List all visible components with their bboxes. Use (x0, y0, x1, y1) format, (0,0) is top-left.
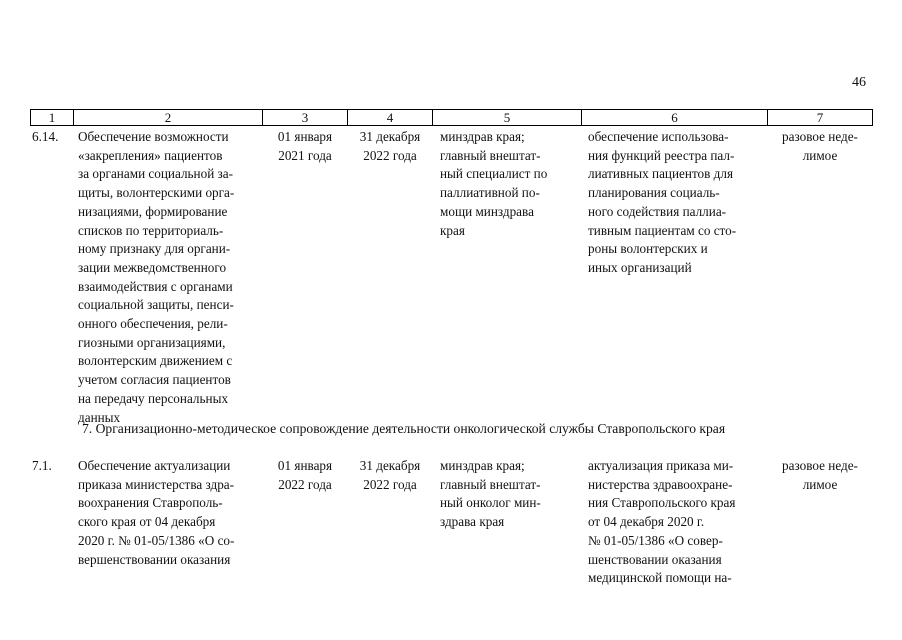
activity-cell: Обеспечение актуализации приказа министерства здра- воохранения Ставрополь- ского края от 04 декабря 2020 г. № 01-05/1386 «О со- вершенствовании оказания (78, 458, 235, 567)
section-title: 7. Организационно-методическое сопровождение деятельности онкологической службы Ставропольского края (82, 421, 726, 436)
result-cell: актуализация приказа ми- нистерства здравоохране- ния Ставропольского края от 04 декабря 2020 г. № 01-05/1386 «О совер- шенствовании оказания медицинской помощи на- (588, 458, 736, 586)
header-col-2: 2 (73, 109, 263, 126)
row-number: 6.14. (32, 129, 59, 144)
type-cell: разовое неде- лимое (782, 458, 858, 492)
header-col-7: 7 (767, 109, 873, 126)
end-date-cell: 31 декабря 2022 года (359, 129, 421, 163)
header-col-4: 4 (347, 109, 433, 126)
activity-cell: Обеспечение возможности «закрепления» пациентов за органами социальной за- щиты, волонтерскими орга- низациями, формирование списков по территориаль- ному признаку для органи- зации межведомственного взаимодействия с органами социальной защиты, пенси- онного обеспечения, рели- гиозными организациями, волонтерским движением с учетом согласия пациентов на передачу персональных данных (78, 129, 235, 425)
responsible-cell: минздрав края; главный внештат- ный онколог мин- здрава края (440, 458, 541, 530)
header-col-5: 5 (432, 109, 582, 126)
responsible-cell: минздрав края; главный внештат- ный специалист по паллиативной по- мощи минздрава края (440, 129, 548, 238)
end-date-cell: 31 декабря 2022 года (359, 458, 421, 492)
start-date-cell: 01 января 2021 года (277, 129, 333, 163)
start-date-cell: 01 января 2022 года (277, 458, 333, 492)
result-cell: обеспечение использова- ния функций реестра пал- лиативных пациентов для планирования социаль- ного содействия паллиа- тивным пациентам со сто- роны волонтерских и иных организаций (588, 129, 737, 275)
header-col-3: 3 (262, 109, 348, 126)
header-col-1: 1 (30, 109, 74, 126)
page-number: 46 (852, 75, 866, 90)
type-cell: разовое неде- лимое (782, 129, 858, 163)
row-number: 7.1. (32, 458, 52, 473)
header-col-6: 6 (581, 109, 768, 126)
